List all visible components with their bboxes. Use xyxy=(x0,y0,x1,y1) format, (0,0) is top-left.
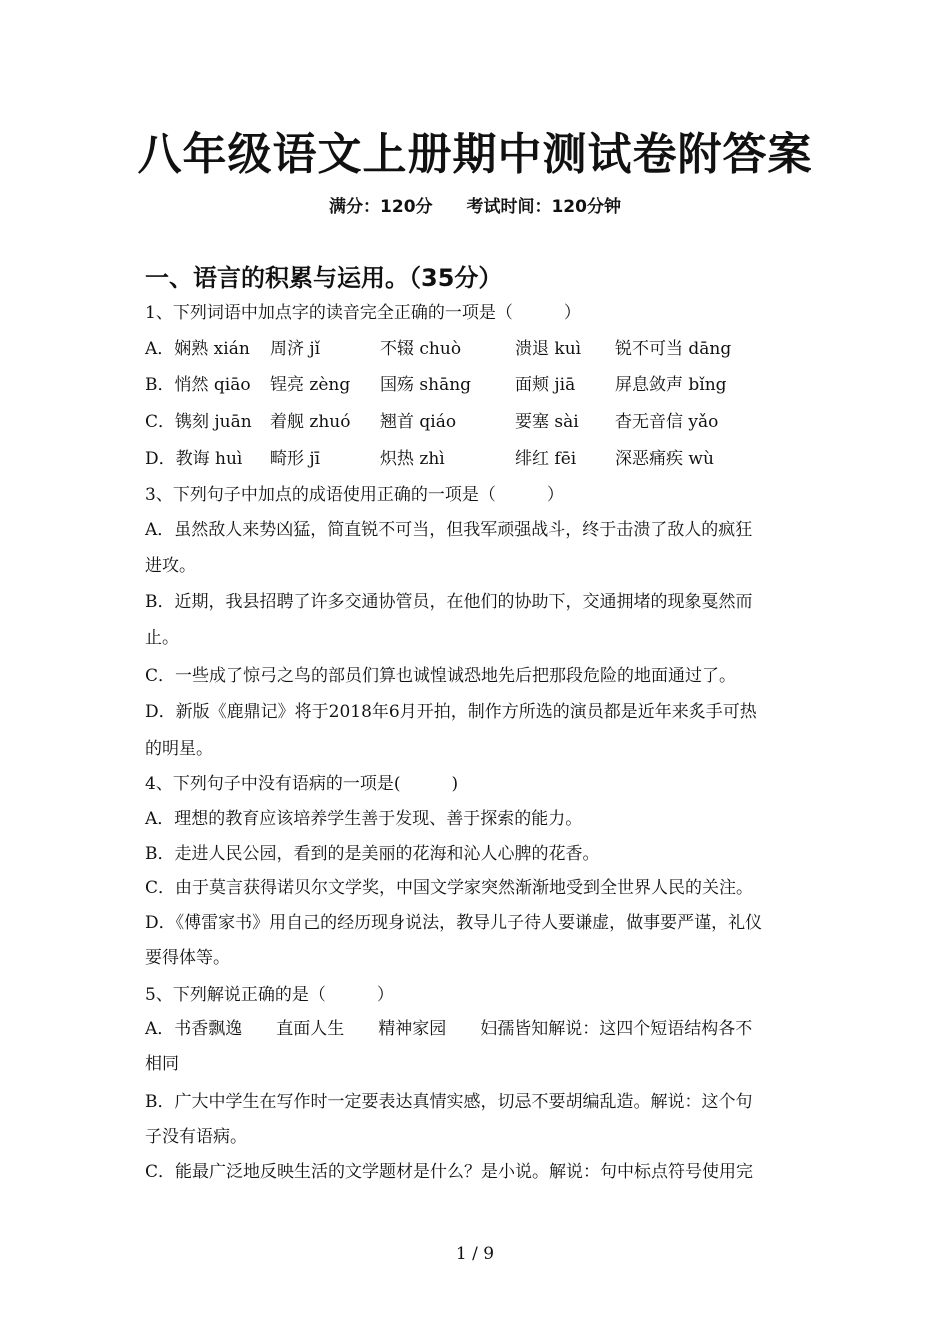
question-3-option-d: D．新版《鹿鼎记》将于2018年6月开拍，制作方所选的演员都是近年来炙手可热 xyxy=(145,702,757,722)
question-5-option-c: C．能最广泛地反映生活的文学题材是什么？是小说。解说：句中标点符号使用完 xyxy=(145,1162,754,1182)
question-5-option-b-cont: 子没有语病。 xyxy=(145,1127,247,1147)
section-heading: 一、语言的积累与运用。（35分） xyxy=(145,264,503,292)
question-5-stem: 5、下列解说正确的是（ ） xyxy=(145,985,394,1005)
question-4-stem: 4、下列句子中没有语病的一项是( ) xyxy=(145,774,459,794)
question-5-option-a: A．书香飘逸 直面人生 精神家园 妇孺皆知解说：这四个短语结构各不 xyxy=(145,1019,753,1039)
question-1-option-d: D．教诲 huì 畸形 jī 炽热 zhì 绯红 fēi 深恶痛疾 wù xyxy=(145,449,714,469)
question-1-option-b: B．悄然 qiāo 锃亮 zèng 国殇 shāng 面颊 jiā 屏息敛声 bǐng xyxy=(145,375,727,395)
question-1-option-a: A．娴熟 xián 周济 jǐ 不辍 chuò 溃退 kuì 锐不可当 dāng xyxy=(145,339,732,359)
question-1-option-c: C．镌刻 juān 着舰 zhuó 翘首 qiáo 要塞 sài 杳无音信 yǎo xyxy=(145,412,719,432)
question-4-option-a: A．理想的教育应该培养学生善于发现、善于探索的能力。 xyxy=(145,809,583,829)
exam-time: 考试时间：120分钟 xyxy=(466,197,621,217)
question-5-option-b: B．广大中学生在写作时一定要表达真情实感，切忌不要胡编乱造。解说：这个句 xyxy=(145,1092,753,1112)
question-3-option-b-cont: 止。 xyxy=(145,628,179,648)
full-score: 满分：120分 xyxy=(329,197,433,217)
question-3-option-d-cont: 的明星。 xyxy=(145,739,213,759)
question-1-stem: 1、下列词语中加点字的读音完全正确的一项是（ ） xyxy=(145,303,581,323)
page-number: 1 / 9 xyxy=(455,1244,495,1264)
question-3-option-c: C．一些成了惊弓之鸟的部员们算也诚惶诚恐地先后把那段危险的地面通过了。 xyxy=(145,666,737,686)
question-4-option-c: C．由于莫言获得诺贝尔文学奖，中国文学家突然渐渐地受到全世界人民的关注。 xyxy=(145,878,754,898)
question-3-option-a: A．虽然敌人来势凶猛，简直锐不可当，但我军顽强战斗，终于击溃了敌人的疯狂 xyxy=(145,520,753,540)
question-5-option-a-cont: 相同 xyxy=(145,1054,179,1074)
question-3-stem: 3、下列句子中加点的成语使用正确的一项是（ ） xyxy=(145,485,564,505)
page-title: 八年级语文上册期中测试卷附答案 xyxy=(137,129,813,180)
question-4-option-d-cont: 要得体等。 xyxy=(145,948,230,968)
question-3-option-a-cont: 进攻。 xyxy=(145,556,196,576)
question-4-option-b: B．走进人民公园，看到的是美丽的花海和沁人心脾的花香。 xyxy=(145,844,600,864)
exam-info xyxy=(0,192,950,217)
question-3-option-b: B．近期，我县招聘了许多交通协管员，在他们的协助下，交通拥堵的现象戛然而 xyxy=(145,592,753,612)
question-4-option-d: D．《傅雷家书》用自己的经历现身说法，教导儿子待人要谦虚，做事要严谨，礼仪 xyxy=(145,913,763,933)
